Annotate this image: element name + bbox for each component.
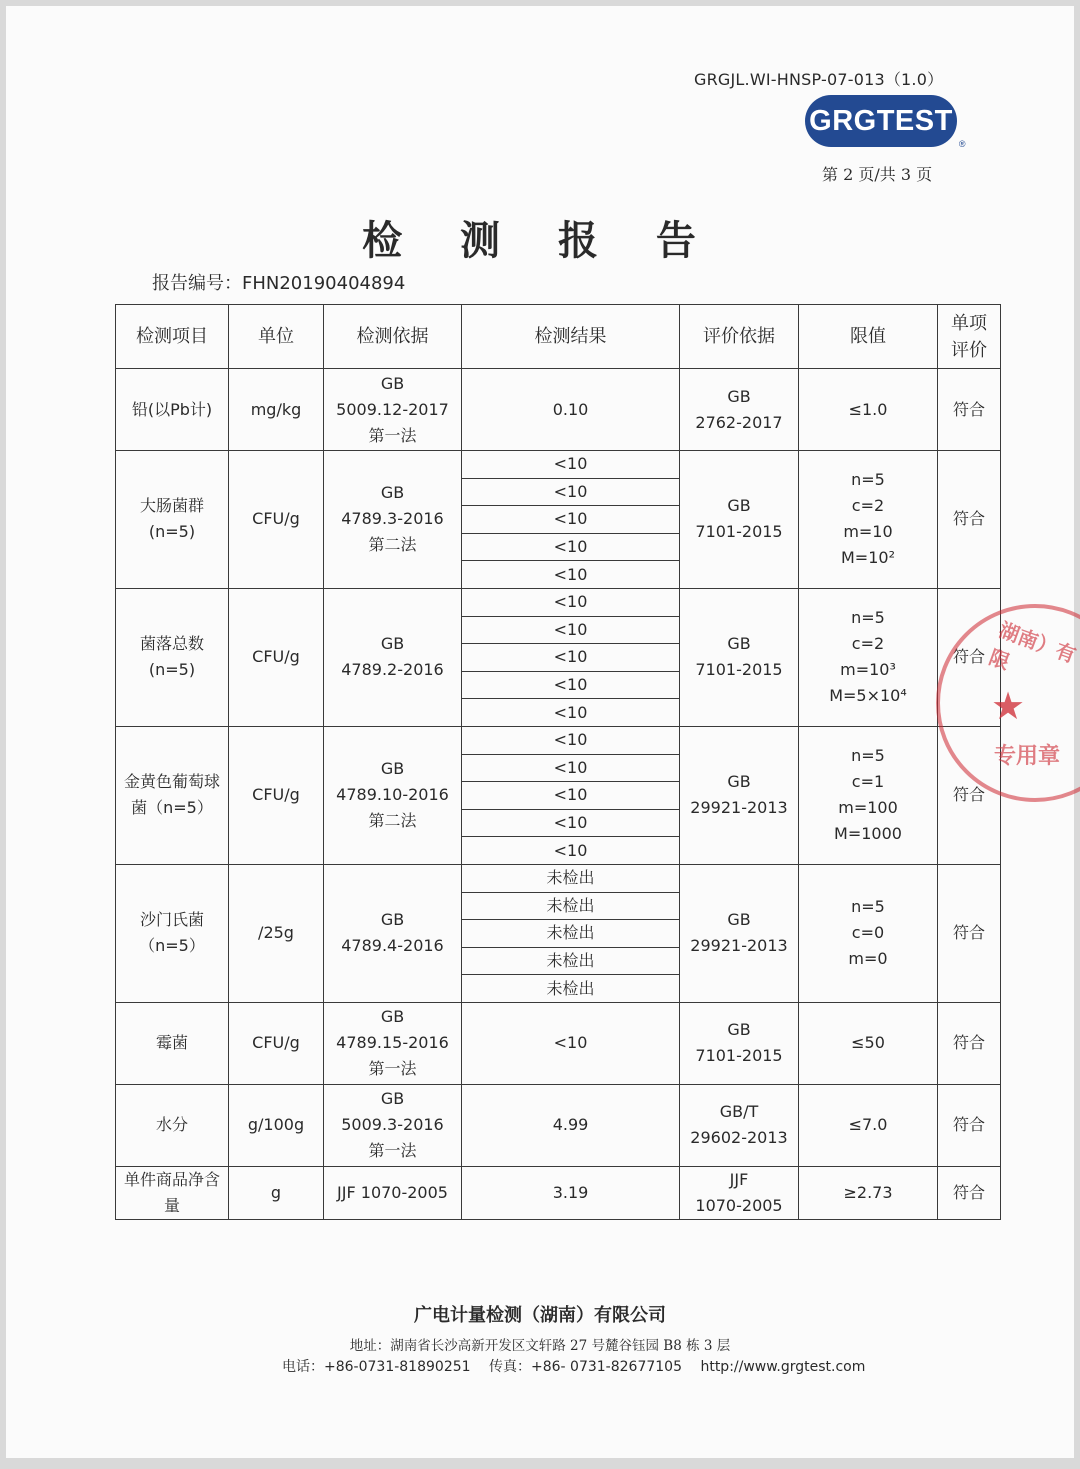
cell-limit-line: c=1: [851, 772, 885, 792]
cell-limit-line: n=5: [851, 897, 885, 917]
cell-item: 铅(以Pb计): [116, 369, 229, 451]
report-title: 检 测 报 告: [362, 217, 718, 264]
table-row: [116, 1166, 1001, 1219]
grgtest-logo: [805, 95, 966, 149]
cell-result: 未检出: [462, 864, 680, 892]
cell-limit: [799, 726, 938, 864]
cell-limit-line: ≤1.0: [848, 399, 888, 419]
cell-method-line: GB: [380, 759, 405, 779]
cell-basis: [680, 451, 799, 589]
cell-method: [324, 726, 462, 864]
cell-unit: CFU/g: [229, 588, 324, 726]
cell-verdict: 符合: [938, 451, 1001, 589]
cell-result: <10: [462, 837, 680, 865]
header-evaluation-basis: 评价依据: [680, 305, 799, 369]
footer-company: 广电计量检测（湖南）有限公司: [414, 1305, 666, 1326]
cell-verdict: 符合: [938, 588, 1001, 726]
cell-limit-line: c=2: [851, 634, 885, 654]
header-verdict: [938, 305, 1001, 369]
cell-method-line: GB: [380, 1007, 405, 1027]
cell-method: [324, 588, 462, 726]
cell-basis-line: 29921-2013: [690, 798, 788, 818]
cell-method-line: 4789.2-2016: [341, 660, 444, 680]
cell-basis-line: 1070-2005: [695, 1195, 783, 1215]
cell-basis-line: 2762-2017: [695, 412, 783, 432]
cell-method-line: 4789.15-2016: [336, 1033, 449, 1053]
cell-limit-line: m=0: [848, 949, 888, 969]
cell-limit-line: n=5: [851, 746, 885, 766]
cell-basis-line: 29602-2013: [690, 1128, 788, 1148]
cell-limit-line: M=10²: [841, 548, 895, 568]
cell-unit: CFU/g: [229, 726, 324, 864]
cell-limit-line: m=100: [838, 798, 898, 818]
cell-result: <10: [462, 506, 680, 534]
report-number: 报告编号：FHN20190404894: [152, 273, 406, 294]
results-table: [115, 304, 1001, 1220]
cell-method-line: GB: [380, 634, 405, 654]
cell-limit: [799, 588, 938, 726]
cell-result: <10: [462, 644, 680, 672]
header-verdict-label: 单项评价: [951, 312, 987, 361]
registered-mark-icon: ®: [958, 139, 966, 149]
seal-star-icon: ★: [991, 684, 1026, 728]
cell-method: [324, 369, 462, 451]
cell-item: 金黄色葡萄球菌（n=5）: [116, 726, 229, 864]
cell-limit-line: c=2: [851, 496, 885, 516]
table-row: [116, 451, 1001, 479]
cell-basis-line: GB/T: [719, 1102, 759, 1122]
cell-result: <10: [462, 782, 680, 810]
cell-basis-line: JJF: [729, 1169, 749, 1189]
cell-limit: [799, 1084, 938, 1166]
cell-result: 未检出: [462, 975, 680, 1003]
cell-unit: CFU/g: [229, 451, 324, 589]
footer-address: 地址：湖南省长沙高新开发区文轩路 27 号麓谷钰园 B8 栋 3 层: [349, 1338, 731, 1354]
cell-method-line: JJF 1070-2005: [337, 1182, 448, 1202]
cell-method-line: GB: [380, 483, 405, 503]
cell-method: [324, 864, 462, 1002]
cell-method-line: 第二法: [368, 811, 417, 831]
header-test-result: 检测结果: [462, 305, 680, 369]
cell-unit: g/100g: [229, 1084, 324, 1166]
seal-text-top: 湖南）有限: [985, 617, 1080, 675]
cell-result: 0.10: [462, 369, 680, 451]
cell-method-line: 第一法: [368, 1059, 417, 1079]
cell-verdict: 符合: [938, 864, 1001, 1002]
cell-result: 未检出: [462, 947, 680, 975]
cell-result: <10: [462, 754, 680, 782]
cell-result: 4.99: [462, 1084, 680, 1166]
document-code: GRGJL.WI-HNSP-07-013（1.0）: [694, 70, 944, 89]
cell-basis-line: 29921-2013: [690, 936, 788, 956]
cell-item: 霉菌: [116, 1002, 229, 1084]
cell-basis-line: GB: [727, 772, 751, 792]
table-row: [116, 1084, 1001, 1166]
cell-result: <10: [462, 561, 680, 589]
cell-result: 未检出: [462, 892, 680, 920]
cell-result: <10: [462, 671, 680, 699]
cell-method-line: 4789.3-2016: [341, 509, 444, 529]
cell-result: <10: [462, 699, 680, 727]
cell-verdict: 符合: [938, 1166, 1001, 1219]
header-limit: 限值: [799, 305, 938, 369]
cell-method-line: 第二法: [368, 535, 417, 555]
cell-limit-line: m=10³: [840, 660, 896, 680]
cell-method-line: 5009.12-2017: [336, 399, 449, 419]
cell-method: [324, 1166, 462, 1219]
cell-verdict: 符合: [938, 369, 1001, 451]
cell-item: 水分: [116, 1084, 229, 1166]
cell-result: <10: [462, 1002, 680, 1084]
cell-method-line: 5009.3-2016: [341, 1115, 444, 1135]
cell-basis-line: GB: [727, 496, 751, 516]
cell-verdict: 符合: [938, 1002, 1001, 1084]
cell-method-line: GB: [380, 910, 405, 930]
cell-basis: [680, 864, 799, 1002]
footer-fax: 传真：+86- 0731-82677105: [489, 1359, 682, 1375]
footer-contact: [282, 1356, 879, 1376]
cell-limit-line: n=5: [851, 470, 885, 490]
footer-phone: 电话：+86-0731-81890251: [282, 1359, 471, 1375]
cell-limit: [799, 1166, 938, 1219]
cell-basis: [680, 1002, 799, 1084]
cell-unit: g: [229, 1166, 324, 1219]
cell-basis-line: GB: [727, 910, 751, 930]
cell-result: <10: [462, 616, 680, 644]
report-page: [6, 6, 1080, 1458]
cell-item: 大肠菌群(n=5): [116, 451, 229, 589]
cell-limit-line: ≥2.73: [843, 1182, 893, 1202]
cell-method: [324, 1002, 462, 1084]
cell-limit-line: m=10: [843, 522, 893, 542]
table-row: [116, 588, 1001, 616]
table-row: [116, 369, 1001, 451]
cell-result: <10: [462, 478, 680, 506]
cell-basis-line: GB: [727, 1020, 751, 1040]
cell-result: <10: [462, 588, 680, 616]
table-header-row: [116, 305, 1001, 369]
cell-result: <10: [462, 451, 680, 479]
cell-method-line: 第一法: [368, 1141, 417, 1161]
cell-method-line: 4789.10-2016: [336, 785, 449, 805]
header-test-method: 检测依据: [324, 305, 462, 369]
cell-limit-line: M=1000: [834, 824, 902, 844]
cell-method: [324, 1084, 462, 1166]
cell-limit: [799, 1002, 938, 1084]
cell-limit: [799, 451, 938, 589]
cell-basis-line: 7101-2015: [695, 1046, 783, 1066]
cell-basis-line: 7101-2015: [695, 660, 783, 680]
footer-website[interactable]: http://www.grgtest.com: [700, 1359, 866, 1375]
cell-limit-line: c=0: [851, 923, 885, 943]
cell-verdict: 符合: [938, 1084, 1001, 1166]
page-indicator: 第 2 页/共 3 页: [822, 165, 933, 184]
cell-basis: [680, 369, 799, 451]
cell-method: [324, 451, 462, 589]
cell-limit-line: ≤7.0: [848, 1115, 888, 1135]
cell-unit: CFU/g: [229, 1002, 324, 1084]
cell-limit-line: n=5: [851, 608, 885, 628]
cell-basis: [680, 1166, 799, 1219]
table-row: [116, 864, 1001, 892]
cell-method-line: 第一法: [368, 425, 417, 445]
header-test-item: 检测项目: [116, 305, 229, 369]
logo-text: GRGTEST: [809, 104, 953, 137]
cell-result: 未检出: [462, 920, 680, 948]
cell-basis: [680, 726, 799, 864]
cell-item: 菌落总数(n=5): [116, 588, 229, 726]
cell-result: <10: [462, 726, 680, 754]
cell-result: <10: [462, 809, 680, 837]
cell-unit: /25g: [229, 864, 324, 1002]
cell-item: 沙门氏菌（n=5）: [116, 864, 229, 1002]
cell-result: <10: [462, 533, 680, 561]
cell-basis: [680, 1084, 799, 1166]
cell-verdict: 符合: [938, 726, 1001, 864]
table-row: [116, 1002, 1001, 1084]
cell-method-line: GB: [380, 1089, 405, 1109]
cell-limit: [799, 369, 938, 451]
cell-limit-line: ≤50: [851, 1033, 885, 1053]
cell-basis-line: GB: [727, 634, 751, 654]
cell-limit: [799, 864, 938, 1002]
cell-limit-line: M=5×10⁴: [829, 686, 907, 706]
seal-text-bottom: 专用章: [994, 744, 1061, 769]
header-unit: 单位: [229, 305, 324, 369]
cell-method-line: GB: [380, 373, 405, 393]
cell-item: 单件商品净含量: [116, 1166, 229, 1219]
cell-unit: mg/kg: [229, 369, 324, 451]
cell-basis-line: GB: [727, 386, 751, 406]
cell-result: 3.19: [462, 1166, 680, 1219]
table-row: [116, 726, 1001, 754]
cell-basis-line: 7101-2015: [695, 522, 783, 542]
cell-method-line: 4789.4-2016: [341, 936, 444, 956]
cell-basis: [680, 588, 799, 726]
